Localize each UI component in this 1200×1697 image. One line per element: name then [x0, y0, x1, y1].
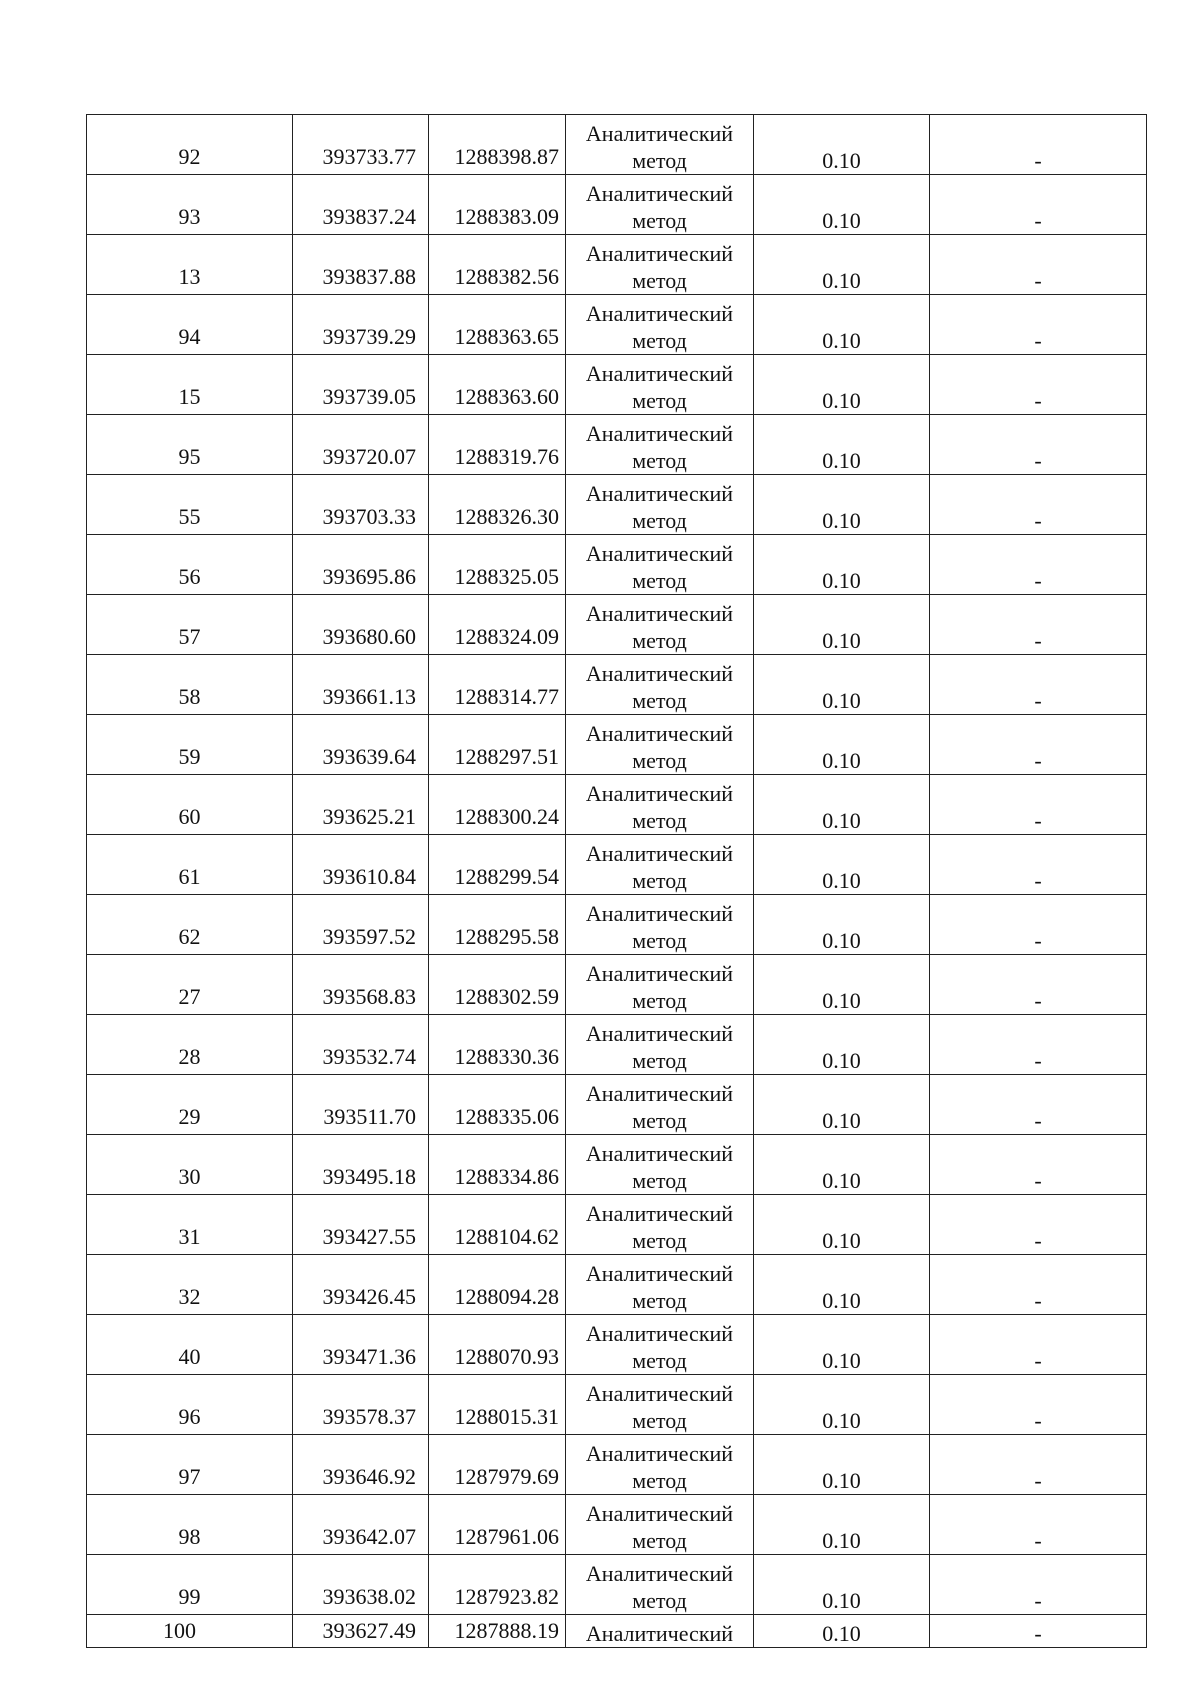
precision-cell: 0.10: [754, 1555, 930, 1615]
method-line-2: метод: [632, 628, 687, 653]
table-row: [87, 1195, 1147, 1255]
method-cell: [566, 1075, 754, 1135]
precision-cell: 0.10: [754, 535, 930, 595]
method-line-2: метод: [632, 328, 687, 353]
point-number-cell: 96: [87, 1375, 293, 1435]
note-cell: -: [930, 715, 1147, 775]
method-line-2: метод: [632, 508, 687, 533]
method-cell: [566, 1195, 754, 1255]
method-line-1: Аналитический: [585, 1141, 734, 1166]
table-row: [87, 1495, 1147, 1555]
method-cell: [566, 955, 754, 1015]
table-row: [87, 1615, 1147, 1648]
note-cell: -: [930, 295, 1147, 355]
note-cell: -: [930, 655, 1147, 715]
precision-cell: 0.10: [754, 175, 930, 235]
method-line-1: Аналитический: [585, 481, 734, 506]
x-coordinate-cell: 393837.24: [293, 175, 429, 235]
precision-cell: 0.10: [754, 895, 930, 955]
document-page: [86, 114, 1146, 1648]
method-cell: [566, 1315, 754, 1375]
table-row: [87, 1315, 1147, 1375]
y-coordinate-cell: 1288382.56: [429, 235, 566, 295]
point-number-cell: 60: [87, 775, 293, 835]
precision-cell: 0.10: [754, 295, 930, 355]
table-row: [87, 1135, 1147, 1195]
note-cell: -: [930, 895, 1147, 955]
x-coordinate-cell: 393627.49: [293, 1615, 429, 1648]
method-line-2: метод: [632, 928, 687, 953]
method-line-2: метод: [632, 748, 687, 773]
y-coordinate-cell: 1287888.19: [429, 1615, 566, 1648]
note-cell: -: [930, 1435, 1147, 1495]
y-coordinate-cell: 1288330.36: [429, 1015, 566, 1075]
note-cell: -: [930, 1255, 1147, 1315]
x-coordinate-cell: 393625.21: [293, 775, 429, 835]
table-row: [87, 895, 1147, 955]
note-cell: -: [930, 175, 1147, 235]
y-coordinate-cell: 1288299.54: [429, 835, 566, 895]
table-row: [87, 595, 1147, 655]
method-cell: [566, 715, 754, 775]
y-coordinate-cell: 1288325.05: [429, 535, 566, 595]
method-line-1: Аналитический: [585, 1501, 734, 1526]
method-cell: [566, 1495, 754, 1555]
method-cell: [566, 1555, 754, 1615]
method-line-2: метод: [632, 208, 687, 233]
method-line-2: метод: [632, 268, 687, 293]
method-line-1: Аналитический: [585, 721, 734, 746]
precision-cell: 0.10: [754, 1315, 930, 1375]
precision-cell: 0.10: [754, 1255, 930, 1315]
table-row: [87, 775, 1147, 835]
precision-cell: 0.10: [754, 1075, 930, 1135]
method-line-2: метод: [632, 868, 687, 893]
y-coordinate-cell: 1287961.06: [429, 1495, 566, 1555]
precision-cell: 0.10: [754, 595, 930, 655]
method-line-2: метод: [632, 1048, 687, 1073]
y-coordinate-cell: 1288297.51: [429, 715, 566, 775]
method-line-1: Аналитический: [585, 781, 734, 806]
method-line-1: Аналитический: [585, 1261, 734, 1286]
x-coordinate-cell: 393739.29: [293, 295, 429, 355]
table-row: [87, 175, 1147, 235]
method-line-2: метод: [632, 388, 687, 413]
method-cell: [566, 415, 754, 475]
point-number-cell: 95: [87, 415, 293, 475]
method-cell: [566, 895, 754, 955]
coordinates-table-body: [87, 115, 1147, 1648]
method-line-1: Аналитический: [585, 841, 734, 866]
method-line-1: Аналитический: [585, 1321, 734, 1346]
note-cell: -: [930, 1135, 1147, 1195]
method-line-2: метод: [632, 1588, 687, 1613]
table-row: [87, 655, 1147, 715]
x-coordinate-cell: 393646.92: [293, 1435, 429, 1495]
precision-cell: 0.10: [754, 1195, 930, 1255]
precision-cell: 0.10: [754, 1495, 930, 1555]
note-cell: -: [930, 115, 1147, 175]
note-cell: -: [930, 415, 1147, 475]
method-line-1: Аналитический: [585, 1021, 734, 1046]
x-coordinate-cell: 393511.70: [293, 1075, 429, 1135]
method-line-1: Аналитический: [585, 301, 734, 326]
y-coordinate-cell: 1288104.62: [429, 1195, 566, 1255]
point-number-cell: 30: [87, 1135, 293, 1195]
method-cell: [566, 115, 754, 175]
method-line-1: Аналитический: [585, 601, 734, 626]
y-coordinate-cell: 1288295.58: [429, 895, 566, 955]
precision-cell: 0.10: [754, 655, 930, 715]
method-cell: [566, 235, 754, 295]
method-line-2: метод: [632, 688, 687, 713]
method-cell: [566, 475, 754, 535]
table-row: [87, 415, 1147, 475]
table-row: [87, 1375, 1147, 1435]
point-number-cell: 29: [87, 1075, 293, 1135]
x-coordinate-cell: 393703.33: [293, 475, 429, 535]
method-line-2: метод: [632, 808, 687, 833]
method-line-2: метод: [632, 1228, 687, 1253]
x-coordinate-cell: 393733.77: [293, 115, 429, 175]
table-row: [87, 1555, 1147, 1615]
note-cell: -: [930, 535, 1147, 595]
x-coordinate-cell: 393578.37: [293, 1375, 429, 1435]
method-line-2: метод: [632, 988, 687, 1013]
method-cell: [566, 1375, 754, 1435]
note-cell: -: [930, 955, 1147, 1015]
coordinates-table: [86, 114, 1147, 1648]
x-coordinate-cell: 393568.83: [293, 955, 429, 1015]
y-coordinate-cell: 1288314.77: [429, 655, 566, 715]
x-coordinate-cell: 393427.55: [293, 1195, 429, 1255]
point-number-cell: 62: [87, 895, 293, 955]
x-coordinate-cell: 393638.02: [293, 1555, 429, 1615]
y-coordinate-cell: 1288335.06: [429, 1075, 566, 1135]
note-cell: -: [930, 1375, 1147, 1435]
x-coordinate-cell: 393532.74: [293, 1015, 429, 1075]
x-coordinate-cell: 393597.52: [293, 895, 429, 955]
method-cell: [566, 1255, 754, 1315]
note-cell: -: [930, 1015, 1147, 1075]
table-row: [87, 1075, 1147, 1135]
method-line-1: Аналитический: [585, 901, 734, 926]
point-number-cell: 94: [87, 295, 293, 355]
note-cell: -: [930, 775, 1147, 835]
precision-cell: 0.10: [754, 955, 930, 1015]
point-number-cell: 100: [87, 1615, 293, 1648]
note-cell: -: [930, 595, 1147, 655]
method-line-2: метод: [632, 448, 687, 473]
x-coordinate-cell: 393720.07: [293, 415, 429, 475]
method-cell: [566, 1135, 754, 1195]
method-cell: [566, 1015, 754, 1075]
point-number-cell: 58: [87, 655, 293, 715]
point-number-cell: 59: [87, 715, 293, 775]
note-cell: -: [930, 835, 1147, 895]
point-number-cell: 28: [87, 1015, 293, 1075]
y-coordinate-cell: 1288094.28: [429, 1255, 566, 1315]
method-cell: [566, 775, 754, 835]
method-line-1: Аналитический: [585, 421, 734, 446]
y-coordinate-cell: 1288363.60: [429, 355, 566, 415]
method-line-2: метод: [632, 1348, 687, 1373]
point-number-cell: 27: [87, 955, 293, 1015]
method-line-2: метод: [632, 1528, 687, 1553]
y-coordinate-cell: 1288300.24: [429, 775, 566, 835]
method-line-1: Аналитический: [585, 1201, 734, 1226]
note-cell: -: [930, 1075, 1147, 1135]
method-cell: [566, 175, 754, 235]
table-row: [87, 1015, 1147, 1075]
precision-cell: 0.10: [754, 355, 930, 415]
y-coordinate-cell: 1288363.65: [429, 295, 566, 355]
x-coordinate-cell: 393837.88: [293, 235, 429, 295]
method-line-2: метод: [632, 1108, 687, 1133]
x-coordinate-cell: 393495.18: [293, 1135, 429, 1195]
table-row: [87, 1255, 1147, 1315]
point-number-cell: 61: [87, 835, 293, 895]
precision-cell: 0.10: [754, 1435, 930, 1495]
method-line-2: метод: [632, 1288, 687, 1313]
table-row: [87, 355, 1147, 415]
note-cell: -: [930, 1315, 1147, 1375]
table-row: [87, 115, 1147, 175]
y-coordinate-cell: 1288324.09: [429, 595, 566, 655]
x-coordinate-cell: 393426.45: [293, 1255, 429, 1315]
method-line-1: Аналитический: [585, 1441, 734, 1466]
method-line-1: Аналитический: [585, 1621, 734, 1646]
method-line-2: метод: [632, 1408, 687, 1433]
method-line-2: метод: [632, 1468, 687, 1493]
point-number-cell: 31: [87, 1195, 293, 1255]
table-row: [87, 235, 1147, 295]
point-number-cell: 56: [87, 535, 293, 595]
method-cell: [566, 295, 754, 355]
point-number-cell: 97: [87, 1435, 293, 1495]
x-coordinate-cell: 393639.64: [293, 715, 429, 775]
y-coordinate-cell: 1288334.86: [429, 1135, 566, 1195]
y-coordinate-cell: 1288383.09: [429, 175, 566, 235]
precision-cell: 0.10: [754, 235, 930, 295]
x-coordinate-cell: 393642.07: [293, 1495, 429, 1555]
method-line-1: Аналитический: [585, 241, 734, 266]
method-cell: [566, 835, 754, 895]
table-row: [87, 715, 1147, 775]
y-coordinate-cell: 1288326.30: [429, 475, 566, 535]
method-line-1: Аналитический: [585, 541, 734, 566]
table-row: [87, 295, 1147, 355]
method-cell: [566, 535, 754, 595]
y-coordinate-cell: 1287923.82: [429, 1555, 566, 1615]
method-line-1: Аналитический: [585, 1561, 734, 1586]
note-cell: -: [930, 235, 1147, 295]
x-coordinate-cell: 393471.36: [293, 1315, 429, 1375]
y-coordinate-cell: 1288319.76: [429, 415, 566, 475]
y-coordinate-cell: 1288398.87: [429, 115, 566, 175]
method-cell: [566, 595, 754, 655]
note-cell: -: [930, 1495, 1147, 1555]
method-line-1: Аналитический: [585, 961, 734, 986]
point-number-cell: 92: [87, 115, 293, 175]
table-row: [87, 835, 1147, 895]
point-number-cell: 40: [87, 1315, 293, 1375]
method-cell: [566, 655, 754, 715]
y-coordinate-cell: 1288015.31: [429, 1375, 566, 1435]
precision-cell: 0.10: [754, 115, 930, 175]
precision-cell: 0.10: [754, 775, 930, 835]
x-coordinate-cell: 393695.86: [293, 535, 429, 595]
precision-cell: 0.10: [754, 415, 930, 475]
precision-cell: 0.10: [754, 475, 930, 535]
point-number-cell: 98: [87, 1495, 293, 1555]
method-line-1: Аналитический: [585, 661, 734, 686]
point-number-cell: 15: [87, 355, 293, 415]
y-coordinate-cell: 1288070.93: [429, 1315, 566, 1375]
method-line-2: метод: [632, 1168, 687, 1193]
table-row: [87, 535, 1147, 595]
table-row: [87, 475, 1147, 535]
method-line-2: метод: [632, 568, 687, 593]
precision-cell: 0.10: [754, 835, 930, 895]
x-coordinate-cell: 393739.05: [293, 355, 429, 415]
point-number-cell: 93: [87, 175, 293, 235]
method-line-1: Аналитический: [585, 181, 734, 206]
note-cell: -: [930, 1615, 1147, 1648]
table-row: [87, 1435, 1147, 1495]
table-row: [87, 955, 1147, 1015]
point-number-cell: 55: [87, 475, 293, 535]
point-number-cell: 57: [87, 595, 293, 655]
y-coordinate-cell: 1288302.59: [429, 955, 566, 1015]
method-line-1: Аналитический: [585, 361, 734, 386]
precision-cell: 0.10: [754, 1615, 930, 1648]
method-cell: [566, 1615, 754, 1648]
note-cell: -: [930, 1195, 1147, 1255]
x-coordinate-cell: 393610.84: [293, 835, 429, 895]
point-number-cell: 99: [87, 1555, 293, 1615]
method-line-1: Аналитический: [585, 121, 734, 146]
point-number-cell: 32: [87, 1255, 293, 1315]
method-cell: [566, 1435, 754, 1495]
x-coordinate-cell: 393661.13: [293, 655, 429, 715]
method-line-1: Аналитический: [585, 1381, 734, 1406]
method-cell: [566, 355, 754, 415]
y-coordinate-cell: 1287979.69: [429, 1435, 566, 1495]
method-line-1: Аналитический: [585, 1081, 734, 1106]
point-number-cell: 13: [87, 235, 293, 295]
note-cell: -: [930, 475, 1147, 535]
precision-cell: 0.10: [754, 1375, 930, 1435]
precision-cell: 0.10: [754, 1135, 930, 1195]
method-line-2: метод: [632, 148, 687, 173]
note-cell: -: [930, 1555, 1147, 1615]
precision-cell: 0.10: [754, 1015, 930, 1075]
note-cell: -: [930, 355, 1147, 415]
precision-cell: 0.10: [754, 715, 930, 775]
x-coordinate-cell: 393680.60: [293, 595, 429, 655]
